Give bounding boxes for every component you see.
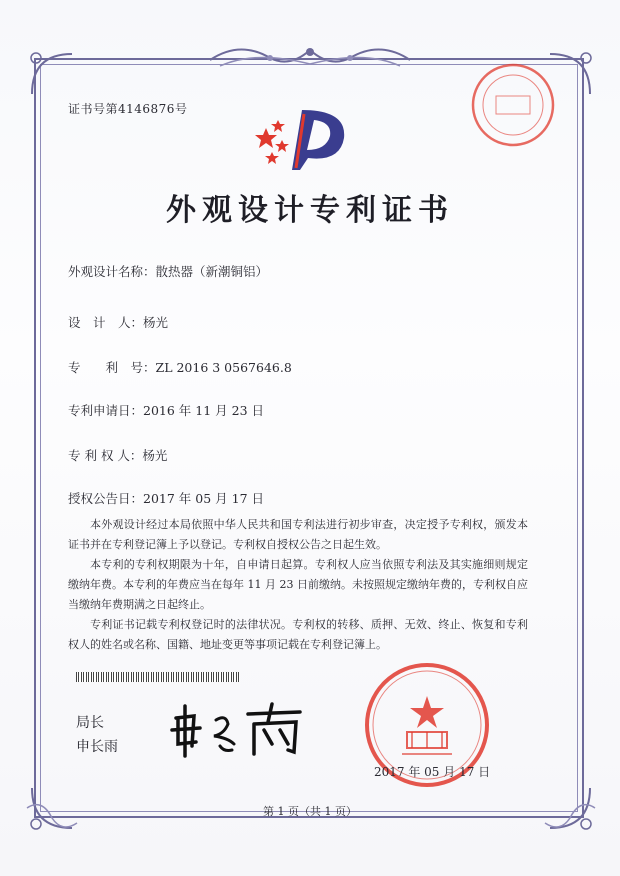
paragraph-grant-notice: 本外观设计经过本局依照中华人民共和国专利法进行初步审查，决定授予专利权，颁发本证书并在专利登记簿上予以登记。专利权自授权公告之日起生效。 [68, 518, 528, 551]
field-patent-number [68, 358, 292, 376]
field-value: 2017 年 05 月 17 日 [143, 491, 265, 506]
field-value: 杨光 [143, 315, 169, 330]
certificate-title: 外观设计专利证书 [166, 193, 454, 228]
field-label: 专利申请日： [68, 403, 144, 418]
field-value: ZL 2016 3 0567646.8 [155, 360, 292, 375]
field-label: 设 计 人： [68, 315, 144, 330]
field-design-name [68, 262, 268, 280]
field-grant-date [68, 489, 264, 507]
certificate-number: 证书号第4146876号 [68, 102, 188, 116]
corner-ornament-top-left [22, 44, 82, 104]
field-label: 专 利 权 人： [68, 448, 143, 463]
director-title: 局长 [76, 715, 104, 731]
page-number: 第 1 页（共 1 页） [263, 805, 357, 818]
top-ornament [200, 40, 420, 74]
field-patentee [68, 446, 167, 464]
inner-border [40, 64, 578, 812]
field-value: 杨光 [142, 448, 168, 463]
paragraph-register-notice: 专利证书记载专利权登记时的法律状况。专利权的转移、质押、无效、终止、恢复和专利权人的姓名或名称、国籍、地址变更等事项记载在专利登记簿上。 [68, 618, 528, 651]
seal-date: 2017 年 05 月 17 日 [374, 765, 491, 779]
field-label: 外观设计名称： [68, 264, 156, 279]
director-name: 申长雨 [76, 739, 118, 755]
sipo-logo [252, 102, 352, 172]
field-label: 专 利 号： [68, 360, 156, 375]
tax-stamp-seal [468, 60, 558, 150]
barcode [76, 672, 240, 682]
field-application-date [68, 401, 264, 419]
field-designer [68, 313, 168, 331]
field-value: 2016 年 11 月 23 日 [143, 403, 265, 418]
paragraph-term-notice: 本专利的专利权期限为十年，自申请日起算。专利权人应当依照专利法及其实施细则规定缴纳年费。本专利的年费应当在每年 11 月 23 日前缴纳。未按照规定缴纳年费的，专利权自应当缴纳年费期满之日起终止。 [68, 558, 528, 611]
field-value: 散热器（新潮铜铝） [155, 264, 269, 279]
field-label: 授权公告日： [68, 491, 144, 506]
director-signature [168, 700, 308, 760]
